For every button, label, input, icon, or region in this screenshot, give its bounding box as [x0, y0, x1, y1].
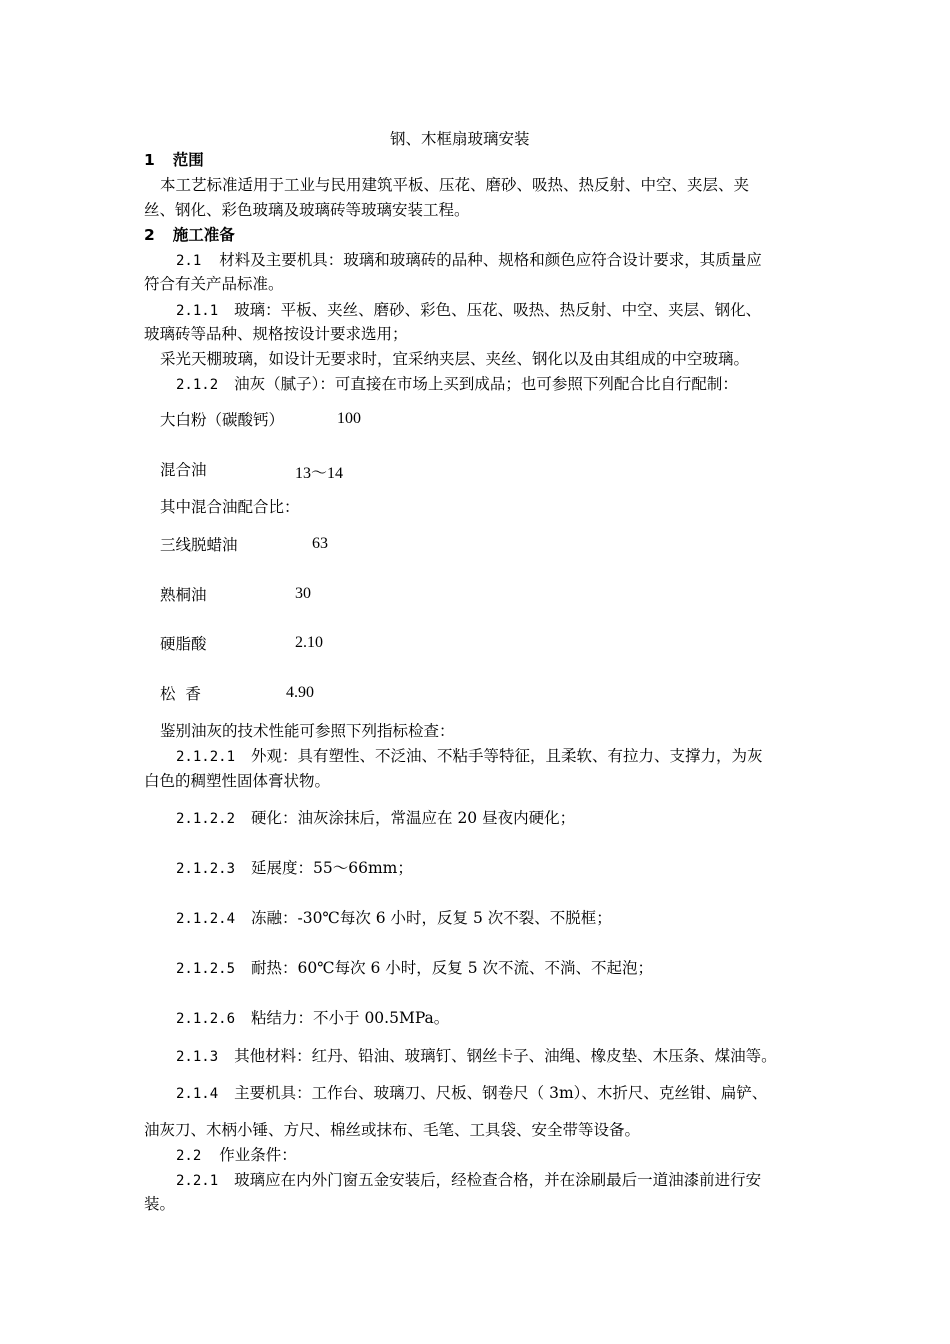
- paragraph-line: 本工艺标准适用于工业与民用建筑平板、压花、磨砂、吸热、热反射、中空、夹层、夹: [160, 176, 750, 194]
- paragraph-line: 采光天棚玻璃，如设计无要求时，宜采纳夹层、夹丝、钢化以及由其组成的中空玻璃。: [160, 350, 750, 368]
- clause-number: 2.2.1: [176, 1173, 219, 1189]
- clause-number: 2.1.2: [176, 377, 219, 393]
- clause-2-1: [176, 250, 762, 271]
- clause-text: 玻璃应在内外门窗五金安装后，经检查合格，并在涂刷最后一道油漆前进行安: [234, 1171, 762, 1189]
- clause-2-1-1: [176, 300, 761, 321]
- clause-2-1-2-4: [176, 908, 612, 929]
- paragraph-line: 玻璃砖等品种、规格按设计要求选用；: [144, 325, 408, 343]
- clause-2-1-2-1: [176, 746, 763, 767]
- clause-number: 2.1.2.2: [176, 811, 236, 827]
- clause-text: 作业条件：: [219, 1146, 297, 1164]
- clause-number: 2.1.1: [176, 303, 219, 319]
- mix-note: 其中混合油配合比：: [160, 498, 300, 516]
- mix-item-value: 100: [337, 410, 361, 427]
- clause-2-2-1: [176, 1170, 761, 1191]
- clause-number: 2.1.2.3: [176, 861, 236, 877]
- clause-text: 玻璃：平板、夹丝、磨砂、彩色、压花、吸热、热反射、中空、夹层、钢化、: [234, 301, 762, 319]
- clause-text: 粘结力：不小于 00.5MPa。: [251, 1009, 450, 1027]
- section-number: 1: [144, 151, 155, 169]
- clause-number: 2.1.2.5: [176, 961, 236, 977]
- clause-2-1-2-5: [176, 958, 653, 979]
- clause-number: 2.1.2.4: [176, 911, 236, 927]
- section-title: 施工准备: [172, 226, 235, 244]
- clause-number: 2.1: [176, 253, 202, 269]
- section-1-heading: [144, 150, 204, 170]
- clause-2-2: [176, 1145, 297, 1166]
- paragraph-line: 油灰刀、木柄小锤、方尺、棉丝或抹布、毛笔、工具袋、安全带等设备。: [144, 1121, 641, 1139]
- clause-text: 材料及主要机具：玻璃和玻璃砖的品种、规格和颜色应符合设计要求，其质量应: [219, 251, 762, 269]
- oil-item-value: 2.10: [295, 634, 323, 651]
- oil-item-name: 松 香: [160, 685, 201, 703]
- paragraph-line: 符合有关产品标准。: [144, 275, 284, 293]
- clause-text: 外观：具有塑性、不泛油、不粘手等特征，且柔软、有拉力、支撑力，为灰: [251, 747, 763, 765]
- clause-text: 其他材料：红丹、铅油、玻璃钉、钢丝卡子、油绳、橡皮垫、木压条、煤油等。: [234, 1047, 777, 1065]
- mix-item-name: 混合油: [160, 461, 207, 479]
- clause-number: 2.1.3: [176, 1049, 219, 1065]
- mix-item-value: 13～14: [295, 465, 344, 482]
- oil-item-value: 30: [295, 585, 311, 602]
- clause-2-1-2-6: [176, 1008, 449, 1029]
- oil-item-name: 三线脱蜡油: [160, 536, 238, 554]
- clause-text: 冻融：-30℃每次 6 小时，反复 5 次不裂、不脱框；: [251, 909, 612, 927]
- clause-text: 油灰（腻子）：可直接在市场上买到成品；也可参照下列配合比自行配制：: [234, 375, 738, 393]
- section-number: 2: [144, 226, 155, 244]
- clause-text: 主要机具：工作台、玻璃刀、尺板、钢卷尺（ 3m）、木折尺、克丝钳、扁铲、: [234, 1084, 768, 1102]
- paragraph-line: 装。: [144, 1195, 176, 1213]
- check-note: 鉴别油灰的技术性能可参照下列指标检查：: [160, 722, 455, 740]
- oil-item-value: 4.90: [286, 684, 314, 701]
- section-title: 范围: [172, 151, 204, 169]
- clause-2-1-2-2: [176, 808, 575, 829]
- paragraph-line: 丝、钢化、彩色玻璃及玻璃砖等玻璃安装工程。: [144, 201, 470, 219]
- section-2-heading: [144, 225, 235, 245]
- oil-item-name: 熟桐油: [160, 586, 207, 604]
- clause-text: 硬化：油灰涂抹后，常温应在 20 昼夜内硬化；: [251, 809, 576, 827]
- clause-2-1-3: [176, 1046, 777, 1067]
- clause-2-1-2: [176, 374, 738, 395]
- clause-text: 耐热：60℃每次 6 小时，反复 5 次不流、不淌、不起泡；: [251, 959, 654, 977]
- clause-number: 2.1.2.6: [176, 1011, 236, 1027]
- clause-2-1-2-3: [176, 858, 413, 879]
- clause-number: 2.1.4: [176, 1086, 219, 1102]
- page-title: 钢、木框扇玻璃安装: [390, 130, 530, 148]
- clause-text: 延展度：55～66mm；: [251, 859, 413, 877]
- clause-number: 2.2: [176, 1148, 202, 1164]
- clause-number: 2.1.2.1: [176, 749, 236, 765]
- clause-2-1-4: [176, 1083, 767, 1104]
- oil-item-name: 硬脂酸: [160, 635, 207, 653]
- oil-item-value: 63: [312, 535, 328, 552]
- mix-item-name: 大白粉（碳酸钙）: [160, 411, 285, 429]
- paragraph-line: 白色的稠塑性固体膏状物。: [144, 772, 331, 790]
